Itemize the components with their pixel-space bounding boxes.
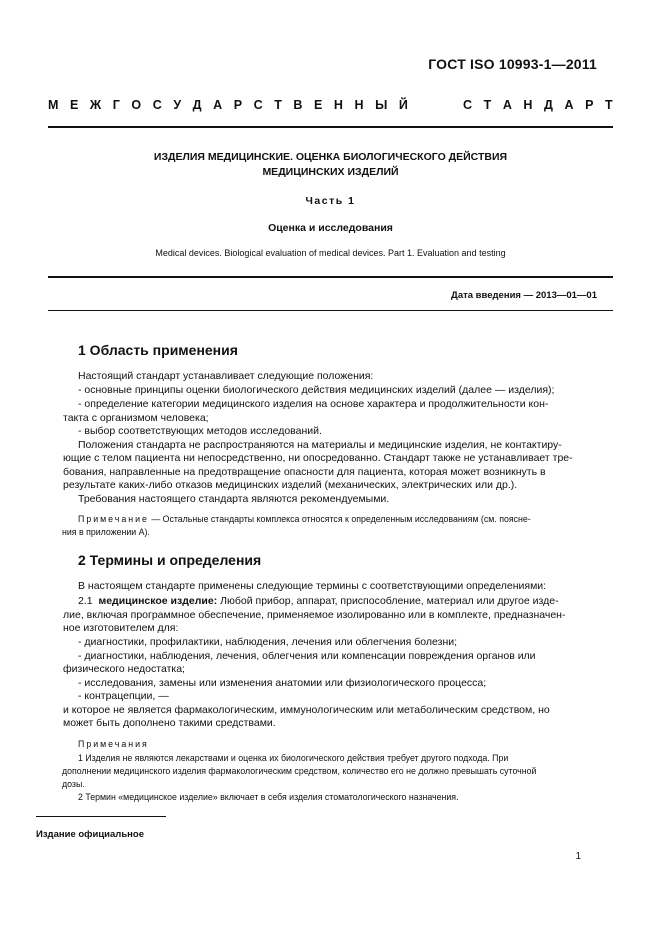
letter: У xyxy=(173,98,182,112)
letter: М xyxy=(48,98,59,112)
letter: Е xyxy=(314,98,323,112)
paragraph: Положения стандарта не распространяются на материалы и медицинские изделия, не контактиру- xyxy=(78,439,562,451)
english-title: Medical devices. Biological evaluation of medical devices. Part 1. Evaluation and testing xyxy=(155,248,506,258)
note-line: ния в приложении А). xyxy=(62,527,150,537)
letter: Н xyxy=(354,98,364,112)
paragraph-line: может быть дополнено такими средствами. xyxy=(63,717,276,729)
definition-line: ное изготовителем для: xyxy=(63,622,179,634)
list-item: - диагностики, наблюдения, лечения, облегчения или компенсации повреждения органов или xyxy=(78,650,536,662)
paragraph: Настоящий стандарт устанавливает следующие положения: xyxy=(78,370,374,382)
letter: В xyxy=(293,98,303,112)
letter: А xyxy=(502,98,512,112)
document-code: ГОСТ ISO 10993-1—2011 xyxy=(428,56,597,72)
definition-text: Любой прибор, аппарат, приспособление, материал или другое изде- xyxy=(217,595,559,607)
letter: Р xyxy=(585,98,594,112)
letter: Д xyxy=(192,98,202,112)
letter: С xyxy=(152,98,162,112)
title-line: МЕДИЦИНСКИХ ИЗДЕЛИЙ xyxy=(262,166,399,178)
top-rule xyxy=(48,126,613,128)
letter: Т xyxy=(604,98,613,112)
letter: Д xyxy=(544,98,553,112)
section-2-heading: 2 Термины и определения xyxy=(78,552,262,568)
title-rule xyxy=(48,276,613,278)
definition xyxy=(78,595,584,609)
letter: А xyxy=(564,98,574,112)
list-item-continuation: такта с организмом человека; xyxy=(63,412,209,424)
letter: Н xyxy=(333,98,343,112)
note-item: 1 Изделия не являются лекарствами и оценка их биологического действия требует другого подхода. При xyxy=(78,753,509,763)
letter: С xyxy=(253,98,263,112)
paragraph: Требования настоящего стандарта являются рекомендуемыми. xyxy=(78,493,390,505)
letter: С xyxy=(463,98,473,112)
paragraph: В настоящем стандарте применены следующие термины с соответствующими определениями: xyxy=(78,580,547,592)
letter: А xyxy=(213,98,223,112)
note-text: — Остальные стандарты комплекса относятся к определенным исследованиям (см. поясне- xyxy=(148,514,531,524)
definition-term: медицинское изделие: xyxy=(98,595,218,607)
letter: О xyxy=(131,98,142,112)
edition-label: Издание официальное xyxy=(36,829,144,840)
list-item: - выбор соответствующих методов исследований. xyxy=(78,425,322,437)
letter: Т xyxy=(274,98,282,112)
letter: Н xyxy=(523,98,533,112)
page-number: 1 xyxy=(575,851,581,862)
paragraph-line: ющие с телом пациента ни непосредственно, ни опосредованно. Стандарт также не устанавливает тре- xyxy=(63,452,573,464)
title-line: ИЗДЕЛИЯ МЕДИЦИНСКИЕ. ОЦЕНКА БИОЛОГИЧЕСКОГО ДЕЙСТВИЯ xyxy=(153,151,508,163)
document-subtitle: Оценка и исследования xyxy=(268,222,393,234)
list-item: - основные принципы оценки биологического действия медицинских изделий (далее — изделия); xyxy=(78,384,555,396)
list-item: - контрацепции, — xyxy=(78,690,169,702)
note xyxy=(78,513,584,526)
definition-line: лие, включая программное обеспечение, применяемое изолированно или в комплекте, предназначен- xyxy=(63,609,566,621)
footer-rule xyxy=(36,816,166,817)
list-item: - диагностики, профилактики, наблюдения, лечения или облегчения болезни; xyxy=(78,636,458,648)
document-title xyxy=(48,150,613,180)
section-1-heading: 1 Область применения xyxy=(78,342,238,358)
paragraph-line: бования, направленные на предотвращение опасности для пациента, которая может возникнуть в xyxy=(63,466,546,478)
note-line: дополнении медицинского изделия фармакологическим средством, количество его не должно превышать суточной xyxy=(62,766,537,776)
note-line: дозы. xyxy=(62,779,85,789)
notes-label: Примечания xyxy=(78,739,149,749)
paragraph-line: результате каких-либо отказов медицинских изделий (механических, электрических или др.). xyxy=(63,479,518,491)
letter: Е xyxy=(69,98,79,112)
letter: Й xyxy=(398,98,408,112)
letter: Ж xyxy=(89,98,102,112)
paragraph-line: и которое не является фармакологическим, иммунологическим или метаболическим средством, но xyxy=(63,704,550,716)
letter: Т xyxy=(483,98,492,112)
letter: Р xyxy=(233,98,243,112)
note-label: Примечание xyxy=(78,514,149,524)
letter: Ы xyxy=(375,98,388,112)
list-item: - определение категории медицинского изделия на основе характера и продолжительности кон- xyxy=(78,398,549,410)
note-item: 2 Термин «медицинское изделие» включает в себя изделия стоматологического назначения. xyxy=(78,792,459,802)
list-item-continuation: физического недостатка; xyxy=(63,663,185,675)
date-rule xyxy=(48,310,613,311)
letter: Г xyxy=(112,98,120,112)
standard-type-heading xyxy=(48,98,613,112)
effective-date: Дата введения — 2013—01—01 xyxy=(451,290,597,301)
definition-number: 2.1 xyxy=(78,595,93,607)
list-item: - исследования, замены или изменения анатомии или физиологического процесса; xyxy=(78,677,487,689)
word-gap xyxy=(419,98,451,112)
part-label: Часть 1 xyxy=(305,195,356,207)
